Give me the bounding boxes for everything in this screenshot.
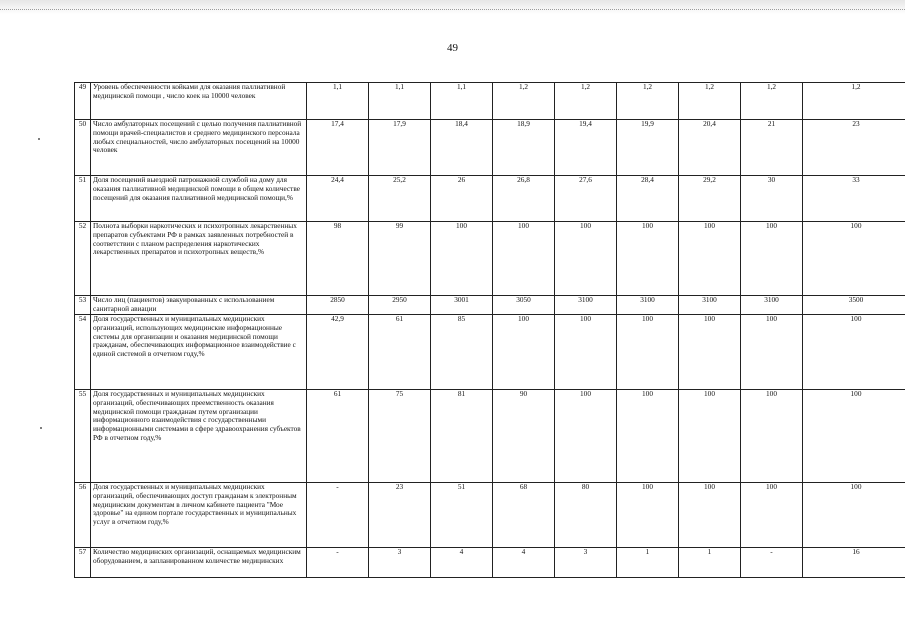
value-cell: 100 [617,483,679,548]
indicator-description: Полнота выборки наркотических и психотропных лекарственных препаратов субъектами РФ в рамках заявленных потребностей в соответствии с планом распределения наркотических лекарственных препаратов и психотропных веществ,% [91,222,307,296]
value-cell: 1,1 [369,83,431,120]
value-cell: 19,9 [617,120,679,176]
value-cell: 99 [369,222,431,296]
value-cell: 23 [369,483,431,548]
value-cell: 17,4 [307,120,369,176]
value-cell: 18,4 [431,120,493,176]
value-cell: 27,6 [555,176,617,222]
row-number: 51 [75,176,91,222]
margin-mark-2 [40,427,42,429]
row-number: 50 [75,120,91,176]
value-cell: 25,2 [369,176,431,222]
value-cell: 100 [803,483,905,548]
value-cell: 100 [617,390,679,483]
value-cell: - [307,483,369,548]
value-cell: 1,1 [307,83,369,120]
margin-mark-1 [38,138,40,140]
value-cell: 100 [617,222,679,296]
value-cell: 1 [679,548,741,578]
value-cell: 100 [741,483,803,548]
indicator-description: Доля посещений выездной патронажной службой на дому для оказания паллиативной медицинской помощи в общем количестве посещений для оказания паллиативной медицинской помощи,% [91,176,307,222]
value-cell: 2950 [369,296,431,315]
indicator-description: Количество медицинских организаций, оснащаемых медицинским оборудованием, в запланированном количестве медицинских [91,548,307,578]
scan-edge [0,0,905,14]
value-cell: 1 [617,548,679,578]
value-cell: 29,2 [679,176,741,222]
value-cell: 24,4 [307,176,369,222]
value-cell: 30 [741,176,803,222]
value-cell: 100 [803,222,905,296]
table-row [75,315,905,390]
value-cell: 3 [369,548,431,578]
indicator-description: Доля государственных и муниципальных медицинских организаций, обеспечивающих доступ гражданам к электронным медицинским документам в личном кабинете пациента "Мое здоровье" на едином портале государственных и муниципальных услуг в отчетном году,% [91,483,307,548]
value-cell: 100 [555,222,617,296]
value-cell: 21 [741,120,803,176]
value-cell: 100 [555,315,617,390]
value-cell: 61 [307,390,369,483]
table-row [75,222,905,296]
row-number: 52 [75,222,91,296]
indicator-description: Доля государственных и муниципальных медицинских организаций, использующих медицинские информационные системы для организации и оказания медицинской помощи гражданам, обеспечивающих информационное взаимодействие с единой системой в отчетном году,% [91,315,307,390]
value-cell: 100 [555,390,617,483]
value-cell: 3050 [493,296,555,315]
value-cell: 17,9 [369,120,431,176]
row-number: 57 [75,548,91,578]
value-cell: 1,2 [803,83,905,120]
value-cell: 100 [679,222,741,296]
table-row [75,83,905,120]
value-cell: 3 [555,548,617,578]
table-row [75,483,905,548]
value-cell: 100 [741,315,803,390]
value-cell: 26,8 [493,176,555,222]
value-cell: - [307,548,369,578]
value-cell: 100 [617,315,679,390]
value-cell: 16 [803,548,905,578]
value-cell: 100 [679,483,741,548]
row-number: 54 [75,315,91,390]
indicator-description: Доля государственных и муниципальных медицинских организаций, обеспечивающих преемственность оказания медицинской помощи гражданам путем организации информационного взаимодействия с государственными информационными системами в сфере здравоохранения субъектов РФ в отчетном году,% [91,390,307,483]
table-row [75,296,905,315]
value-cell: 3100 [555,296,617,315]
value-cell: 85 [431,315,493,390]
value-cell: 98 [307,222,369,296]
value-cell: 42,9 [307,315,369,390]
value-cell: 1,2 [493,83,555,120]
row-number: 56 [75,483,91,548]
value-cell: 100 [493,315,555,390]
value-cell: 23 [803,120,905,176]
value-cell: 26 [431,176,493,222]
table-row [75,176,905,222]
value-cell: 3100 [679,296,741,315]
value-cell: 3500 [803,296,905,315]
table-row [75,548,905,578]
row-number: 49 [75,83,91,120]
page-number: 49 [447,42,458,54]
value-cell: 4 [431,548,493,578]
value-cell: 4 [493,548,555,578]
value-cell: 1,2 [555,83,617,120]
value-cell: 81 [431,390,493,483]
value-cell: 19,4 [555,120,617,176]
value-cell: 90 [493,390,555,483]
value-cell: 3100 [741,296,803,315]
value-cell: 80 [555,483,617,548]
value-cell: 100 [803,390,905,483]
value-cell: 3001 [431,296,493,315]
indicators-table [74,82,905,578]
table-row [75,390,905,483]
value-cell: 3100 [617,296,679,315]
value-cell: 100 [803,315,905,390]
table-row [75,120,905,176]
value-cell: 75 [369,390,431,483]
row-number: 55 [75,390,91,483]
value-cell: 1,2 [741,83,803,120]
indicator-description: Уровень обеспеченности койками для оказания паллиативной медицинской помощи , число коек на 10000 человек [91,83,307,120]
value-cell: 51 [431,483,493,548]
value-cell: 20,4 [679,120,741,176]
value-cell: 100 [431,222,493,296]
value-cell: 33 [803,176,905,222]
value-cell: 1,2 [679,83,741,120]
value-cell: 100 [741,222,803,296]
indicator-description: Число лиц (пациентов) эвакуированных с использованием санитарной авиации [91,296,307,315]
value-cell: 1,1 [431,83,493,120]
value-cell: 2850 [307,296,369,315]
value-cell: 100 [679,390,741,483]
value-cell: 68 [493,483,555,548]
value-cell: 100 [741,390,803,483]
value-cell: - [741,548,803,578]
indicator-description: Число амбулаторных посещений с целью получения паллиативной помощи врачей-специалистов и среднего медицинского персонала любых специальностей, число амбулаторных посещений на 10000 человек [91,120,307,176]
value-cell: 28,4 [617,176,679,222]
value-cell: 100 [493,222,555,296]
row-number: 53 [75,296,91,315]
value-cell: 61 [369,315,431,390]
value-cell: 100 [679,315,741,390]
value-cell: 18,9 [493,120,555,176]
value-cell: 1,2 [617,83,679,120]
